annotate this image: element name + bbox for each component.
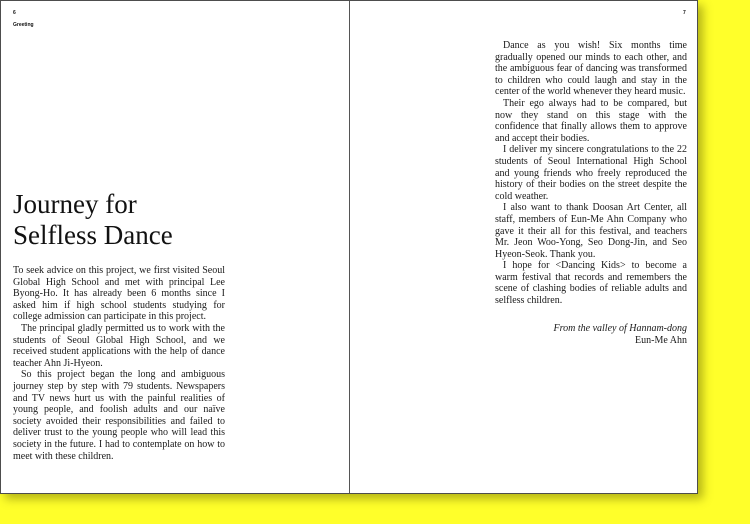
title-line-1: Journey for (13, 189, 137, 219)
right-body-text (495, 40, 687, 307)
right-paragraph: I hope for <Dancing Kids> to become a warm festival that records and remembers the scene of clashing bodies of reliable adults and selfless children. (495, 260, 687, 307)
page-title (13, 189, 313, 251)
right-paragraph: Their ego always had to be compared, but now they stand on this stage with the confidence that finally allows them to approve and accept their bodies. (495, 97, 687, 144)
signature-name: Eun-Me Ahn (635, 334, 687, 346)
left-paragraph: So this project began the long and ambiguous journey step by step with 79 students. Newspapers and TV news hurt us with the painful realities of young people, and foolish adults and our naïve society avoided their responsibilities and failed to deliver trust to the young people who will lead this society in the future. I had to contemplate on how to meet with these children. (13, 369, 225, 462)
left-body-text (13, 265, 225, 462)
page-gutter (349, 1, 350, 493)
right-page-number: 7 (683, 10, 686, 16)
right-paragraph: I also want to thank Doosan Art Center, all staff, members of Eun-Me Ahn Company who gave it their all for this festival, and teachers Mr. Jeon Woo-Yong, Seo Dong-Jin, and Seo Hyeon-Seok. Thank you. (495, 202, 687, 260)
left-page-number: 6 (13, 10, 16, 16)
signature-block (495, 323, 687, 346)
left-paragraph: The principal gladly permitted us to work with the students of Seoul Global High School, and we received student applications with the help of dance teacher Ahn Ji-Hyeon. (13, 322, 225, 369)
right-paragraph: Dance as you wish! Six months time gradually opened our minds to each other, and the ambiguous fear of dancing was transformed to children who could laugh and stay in the center of the world whenever they heard music. (495, 40, 687, 98)
signature-place: From the valley of Hannam-dong (553, 323, 687, 334)
title-line-2: Selfless Dance (13, 220, 173, 250)
section-label: Greeting (13, 22, 34, 28)
right-paragraph: I deliver my sincere congratulations to the 22 students of Seoul International High School and young friends who freely reproduced the history of their bodies on the street despite the cold weather. (495, 144, 687, 202)
left-paragraph: To seek advice on this project, we first visited Seoul Global High School and met with principal Lee Byong-Ho. It has already been 6 months since I asked him if high school students studying for college admission can participate in this project. (13, 265, 225, 323)
